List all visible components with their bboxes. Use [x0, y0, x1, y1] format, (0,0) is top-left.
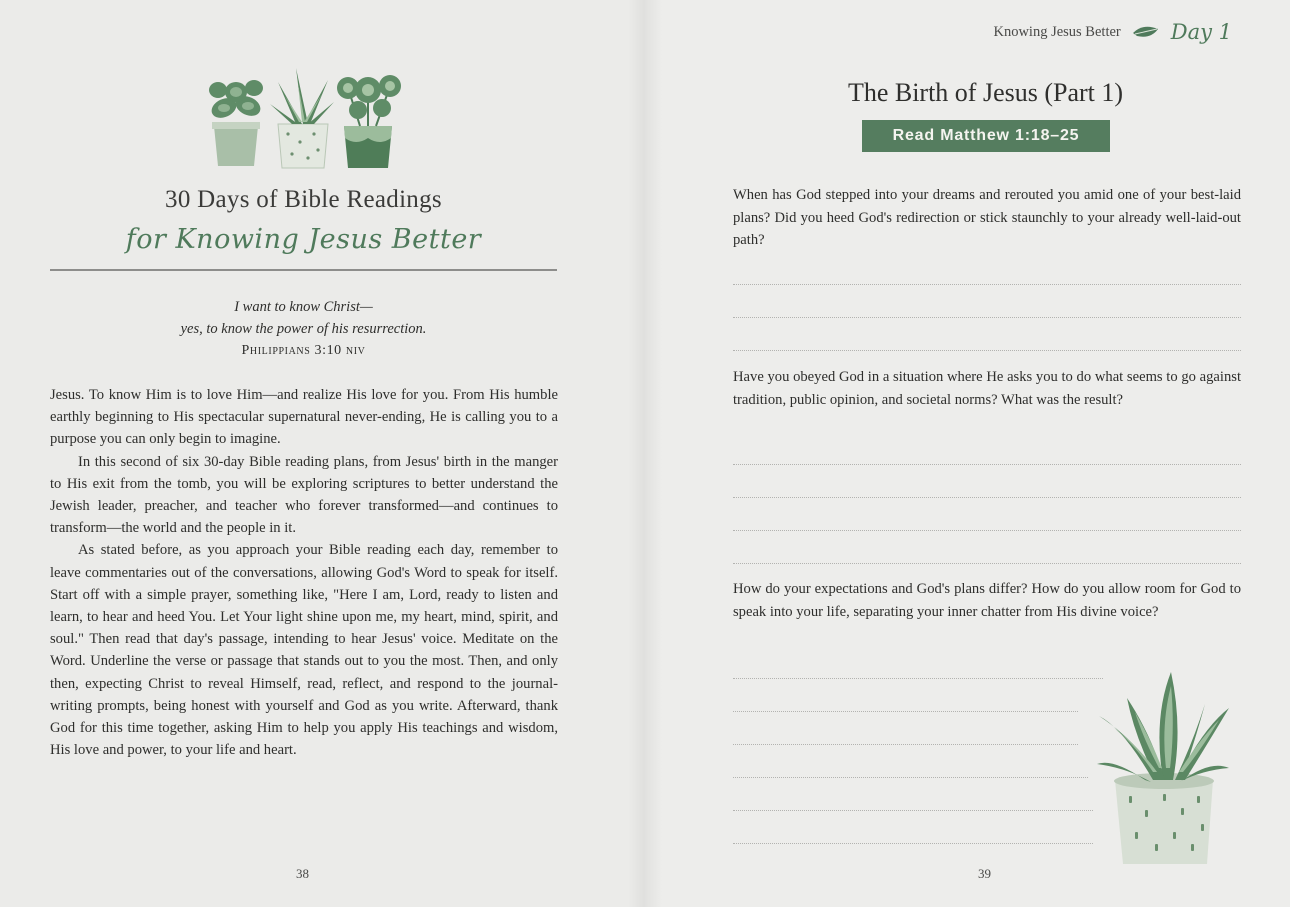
epigraph-reference: Philippians 3:10 niv	[241, 343, 366, 358]
writing-line	[733, 318, 1241, 351]
writing-lines	[733, 252, 1241, 351]
page-subtitle: for Knowing Jesus Better	[125, 224, 482, 255]
reading-badge: Read Matthew 1:18–25	[862, 120, 1110, 152]
writing-line	[733, 811, 1093, 844]
page-title: 30 Days of Bible Readings	[165, 186, 442, 213]
book-gutter	[628, 0, 662, 907]
day-label: Day 1	[1170, 20, 1232, 44]
writing-line	[733, 679, 1078, 712]
writing-line	[733, 778, 1093, 811]
paragraph: As stated before, as you approach your Bible reading each day, remember to leave commentaries out of the conversations, allowing God's Word to speak for itself. Start off with a simple prayer, something like, "Here I am, Lord, ready to listen and learn, to hear and heed You. Let Your light shine upon me, my heart, mind, spirit, and soul." Then read that day's passage, intending to hear Jesus' voice. Meditate on the Word. Underline the verse or passage that stands out to you the most. Then, and only then, expecting Christ to reveal Himself, read, reflect, and respond to the journal-writing prompts, being honest with yourself and God as you write. Afterward, thank God for this time together, asking Him to help you apply His teachings and wisdom, His love and power, to your life and heart.	[50, 542, 558, 759]
writing-line	[733, 745, 1088, 778]
running-head	[993, 20, 1232, 44]
journal-prompt: Have you obeyed God in a situation where He asks you to do what seems to go against tradition, public opinion, and societal norms? What was the result?	[733, 369, 1241, 408]
writing-line	[733, 531, 1241, 564]
intro-body	[50, 384, 558, 761]
epigraph	[50, 296, 557, 362]
writing-line	[733, 252, 1241, 285]
epigraph-line: yes, to know the power of his resurrection.	[180, 321, 427, 337]
writing-lines	[733, 646, 1103, 844]
paragraph: Jesus. To know Him is to love Him—and realize His love for you. From His humble earthly beginning to His spectacular supernatural never-ending, He is calling you to a purpose you can only begin to imagine.	[50, 387, 558, 448]
writing-line	[733, 712, 1078, 745]
writing-lines	[733, 432, 1241, 564]
running-head-title: Knowing Jesus Better	[993, 23, 1121, 40]
writing-line	[733, 646, 1103, 679]
potted-plants-illustration	[200, 62, 405, 174]
right-page	[645, 0, 1290, 907]
writing-line	[733, 285, 1241, 318]
snake-plant-illustration	[1093, 668, 1233, 868]
day-title: The Birth of Jesus (Part 1)	[847, 78, 1124, 107]
writing-line	[733, 465, 1241, 498]
writing-line	[733, 498, 1241, 531]
divider	[50, 269, 557, 271]
page-number: 38	[296, 866, 309, 881]
paragraph: In this second of six 30-day Bible reading plans, from Jesus' birth in the manger to His exit from the tomb, you will be exploring scriptures to better understand the Jewish leader, preacher, and teacher who forever transformed—and continues to transform—the world and the people in it.	[50, 453, 558, 537]
leaf-icon	[1131, 24, 1161, 40]
journal-prompt: When has God stepped into your dreams and rerouted you amid one of your best-laid plans? Did you heed God's redirection or stick staunchly to your already well-laid-out path?	[733, 187, 1241, 248]
writing-line	[733, 432, 1241, 465]
page-number: 39	[978, 866, 991, 881]
epigraph-line: I want to know Christ—	[234, 299, 373, 315]
journal-prompt: How do your expectations and God's plans differ? How do you allow room for God to speak into your life, separating your inner chatter from His divine voice?	[733, 581, 1241, 620]
